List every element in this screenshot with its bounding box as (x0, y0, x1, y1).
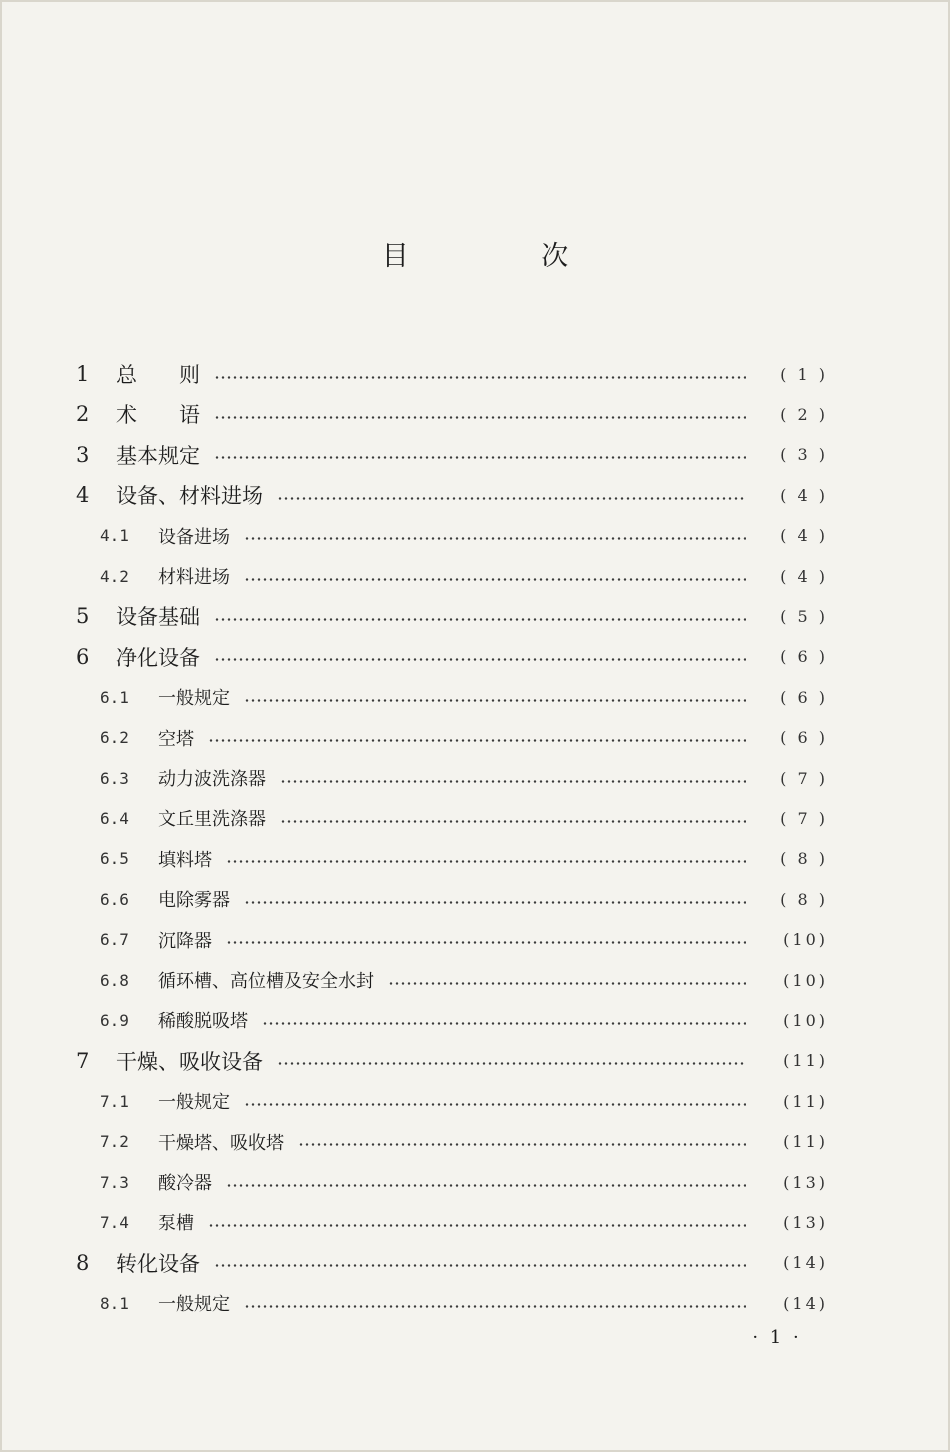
toc-dot-leader (298, 1143, 746, 1146)
toc-section-entry[interactable] (0, 924, 950, 956)
toc-entry-title: 材料进场 (158, 567, 230, 588)
toc-section-entry[interactable] (0, 1206, 950, 1238)
toc-section-entry[interactable] (0, 1166, 950, 1198)
toc-entry-title: 一般规定 (158, 1294, 230, 1316)
toc-entry-number: 6 (76, 644, 90, 669)
toc-dot-leader (214, 658, 746, 661)
toc-entry-title: 干燥、吸收设备 (116, 1049, 263, 1074)
toc-chapter-entry[interactable] (0, 439, 950, 471)
toc-section-entry[interactable] (0, 1287, 950, 1319)
toc-section-entry[interactable] (0, 964, 950, 996)
toc-entry-title: 填料塔 (158, 849, 212, 871)
toc-entry-page: ( 4 ) (780, 526, 828, 546)
toc-entry-title: 干燥塔、吸收塔 (158, 1132, 284, 1154)
toc-entry-title: 术 语 (116, 403, 200, 428)
toc-entry-page: ( 8 ) (780, 849, 828, 869)
toc-dot-leader (214, 618, 746, 621)
toc-entry-page: ( 7 ) (780, 768, 828, 788)
toc-entry-page: (10) (783, 1010, 828, 1030)
toc-section-entry[interactable] (0, 883, 950, 915)
toc-entry-title: 一般规定 (158, 1092, 230, 1114)
toc-entry-page: ( 7 ) (780, 808, 828, 828)
toc-entry-page: ( 6 ) (780, 687, 828, 707)
toc-entry-page: (13) (783, 1212, 828, 1232)
toc-entry-number: 7 (76, 1048, 90, 1073)
toc-entry-number: 6.8 (100, 970, 129, 990)
page-number: · 1 · (752, 1327, 802, 1348)
toc-entry-page: ( 4 ) (780, 485, 828, 505)
toc-section-entry[interactable] (0, 843, 950, 875)
toc-entry-number: 7.3 (100, 1172, 129, 1192)
toc-entry-number: 6.7 (100, 930, 129, 950)
toc-entry-number: 3 (76, 442, 90, 467)
toc-entry-page: ( 8 ) (780, 889, 828, 909)
toc-dot-leader (214, 456, 746, 459)
toc-entry-number: 6.4 (100, 808, 129, 828)
toc-entry-page: ( 1 ) (780, 364, 828, 384)
toc-entry-page: (10) (783, 970, 828, 990)
toc-entry-page: (11) (783, 1132, 828, 1152)
toc-dot-leader (280, 820, 746, 823)
toc-entry-title: 电除雾器 (158, 890, 230, 912)
toc-entry-title: 稀酸脱吸塔 (158, 1011, 248, 1033)
toc-dot-leader (214, 376, 746, 379)
toc-dot-leader (226, 860, 746, 863)
toc-entry-number: 7.4 (100, 1212, 129, 1232)
toc-entry-title: 转化设备 (116, 1251, 200, 1276)
toc-entry-number: 7.2 (100, 1132, 129, 1152)
page-title: 目 次 (381, 241, 631, 272)
toc-entry-title: 设备、材料进场 (116, 484, 263, 509)
toc-entry-title: 基本规定 (116, 443, 200, 468)
toc-entry-title: 设备进场 (158, 526, 230, 548)
toc-entry-number: 6.1 (100, 687, 129, 707)
toc-dot-leader (244, 699, 746, 702)
toc-dot-leader (262, 1022, 746, 1025)
toc-dot-leader (277, 1062, 746, 1065)
toc-entry-title: 总 则 (116, 363, 200, 387)
toc-entry-number: 6.2 (100, 728, 129, 748)
toc-entry-page: (14) (783, 1253, 828, 1273)
toc-entry-number: 6.3 (100, 768, 129, 788)
toc-entry-title: 沉降器 (158, 930, 212, 952)
toc-entry-title: 动力波洗涤器 (158, 769, 266, 790)
toc-section-entry[interactable] (0, 1004, 950, 1036)
toc-entry-page: (10) (783, 930, 828, 950)
toc-chapter-entry[interactable] (0, 641, 950, 673)
toc-dot-leader (208, 739, 746, 742)
toc-entry-number: 8.1 (100, 1293, 129, 1313)
toc-entry-title: 设备基础 (116, 605, 200, 630)
toc-entry-page: ( 2 ) (780, 404, 828, 424)
toc-entry-number: 2 (76, 402, 90, 427)
toc-dot-leader (214, 1264, 746, 1267)
toc-dot-leader (244, 901, 746, 904)
toc-dot-leader (277, 497, 746, 500)
toc-entry-page: (13) (783, 1172, 828, 1192)
toc-section-entry[interactable] (0, 762, 950, 794)
toc-dot-leader (244, 578, 746, 581)
toc-entry-page: (14) (783, 1293, 828, 1313)
toc-dot-leader (244, 1103, 746, 1106)
toc-entry-number: 6.5 (100, 849, 129, 869)
toc-entry-number: 4.2 (100, 566, 129, 586)
toc-section-entry[interactable] (0, 681, 950, 713)
toc-entry-page: (11) (783, 1051, 828, 1071)
toc-entry-number: 5 (76, 604, 90, 629)
toc-section-entry[interactable] (0, 1085, 950, 1117)
toc-section-entry[interactable] (0, 1126, 950, 1158)
toc-entry-title: 文丘里洗涤器 (158, 809, 266, 831)
toc-dot-leader (280, 780, 746, 783)
toc-entry-number: 7.1 (100, 1091, 129, 1111)
toc-entry-title: 泵槽 (158, 1213, 194, 1235)
toc-chapter-entry[interactable] (0, 398, 950, 430)
toc-dot-leader (208, 1224, 746, 1227)
toc-entry-page: ( 6 ) (780, 647, 828, 667)
toc-entry-number: 4 (76, 483, 90, 508)
toc-chapter-entry[interactable] (0, 600, 950, 632)
toc-entry-page: (11) (783, 1091, 828, 1111)
toc-entry-title: 酸冷器 (158, 1173, 212, 1194)
toc-entry-number: 6.9 (100, 1010, 129, 1030)
toc-entry-page: ( 4 ) (780, 566, 828, 586)
toc-dot-leader (244, 537, 746, 540)
toc-dot-leader (244, 1305, 746, 1308)
toc-chapter-entry[interactable] (0, 358, 950, 390)
toc-chapter-entry[interactable] (0, 1045, 950, 1077)
toc-entry-page: ( 3 ) (780, 445, 828, 465)
toc-chapter-entry[interactable] (0, 479, 950, 511)
toc-entry-title: 净化设备 (116, 645, 200, 670)
toc-entry-title: 空塔 (158, 728, 194, 750)
toc-entry-page: ( 5 ) (780, 606, 828, 626)
toc-dot-leader (226, 1184, 746, 1187)
toc-entry-title: 一般规定 (158, 688, 230, 710)
toc-section-entry[interactable] (0, 802, 950, 834)
toc-section-entry[interactable] (0, 560, 950, 592)
toc-entry-number: 4.1 (100, 526, 129, 546)
toc-dot-leader (388, 982, 746, 985)
toc-dot-leader (226, 941, 746, 944)
toc-entry-number: 8 (76, 1250, 90, 1275)
toc-dot-leader (214, 416, 746, 419)
toc-entry-number: 6.6 (100, 889, 129, 909)
toc-section-entry[interactable] (0, 520, 950, 552)
toc-entry-title: 循环槽、高位槽及安全水封 (158, 971, 374, 992)
toc-entry-number: 1 (76, 362, 90, 386)
toc-chapter-entry[interactable] (0, 1247, 950, 1279)
toc-section-entry[interactable] (0, 722, 950, 754)
toc-entry-page: ( 6 ) (780, 728, 828, 748)
